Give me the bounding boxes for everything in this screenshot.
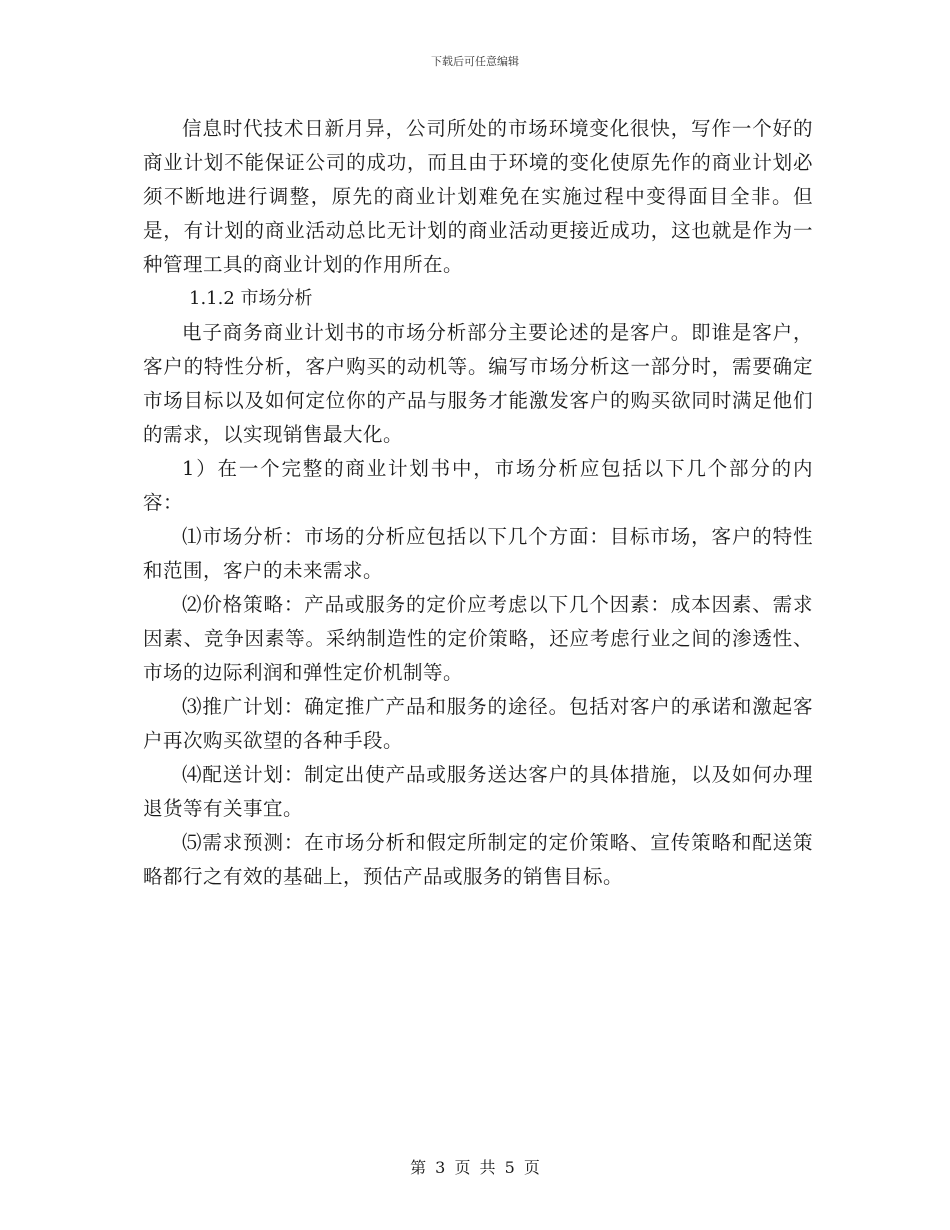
- list-item-pricing-strategy: ⑵价格策略：产品或服务的定价应考虑以下几个因素：成本因素、需求因素、竞争因素等。采纳制造性的定价策略，还应考虑行业之间的渗透性、市场的边际利润和弹性定价机制等。: [143, 593, 813, 684]
- section-heading: 1.1.2 市场分析: [189, 288, 313, 309]
- document-body: [143, 112, 813, 894]
- page-header: 下载后可任意编辑: [431, 55, 519, 68]
- paragraph-intro: 信息时代技术日新月异，公司所处的市场环境变化很快，写作一个好的商业计划不能保证公司的成功，而且由于环境的变化使原先作的商业计划必须不断地进行调整，原先的商业计划难免在实施过程中变得面目全非。但是，有计划的商业活动总比无计划的商业活动更接近成功，这也就是作为一种管理工具的商业计划的作用所在。: [143, 117, 813, 276]
- paragraph-market-analysis: 电子商务商业计划书的市场分析部分主要论述的是客户。即谁是客户，客户的特性分析，客户购买的动机等。编写市场分析这一部分时，需要确定市场目标以及如何定位你的产品与服务才能激发客户的购买欲同时满足他们的需求，以实现销售最大化。: [143, 321, 813, 446]
- page-number: 第 3 页 共 5 页: [410, 1158, 540, 1177]
- list-item-delivery-plan: ⑷配送计划：制定出使产品或服务送达客户的具体措施，以及如何办理退货等有关事宜。: [143, 763, 813, 820]
- list-item-market-analysis: ⑴市场分析：市场的分析应包括以下几个方面：目标市场，客户的特性和范围，客户的未来需求。: [143, 525, 813, 582]
- paragraph-list-intro: 1）在一个完整的商业计划书中，市场分析应包括以下几个部分的内容：: [143, 457, 813, 514]
- list-item-demand-forecast: ⑸需求预测：在市场分析和假定所制定的定价策略、宣传策略和配送策略都行之有效的基础上，预估产品或服务的销售目标。: [143, 831, 813, 888]
- list-item-promotion-plan: ⑶推广计划：确定推广产品和服务的途径。包括对客户的承诺和激起客户再次购买欲望的各种手段。: [143, 695, 813, 752]
